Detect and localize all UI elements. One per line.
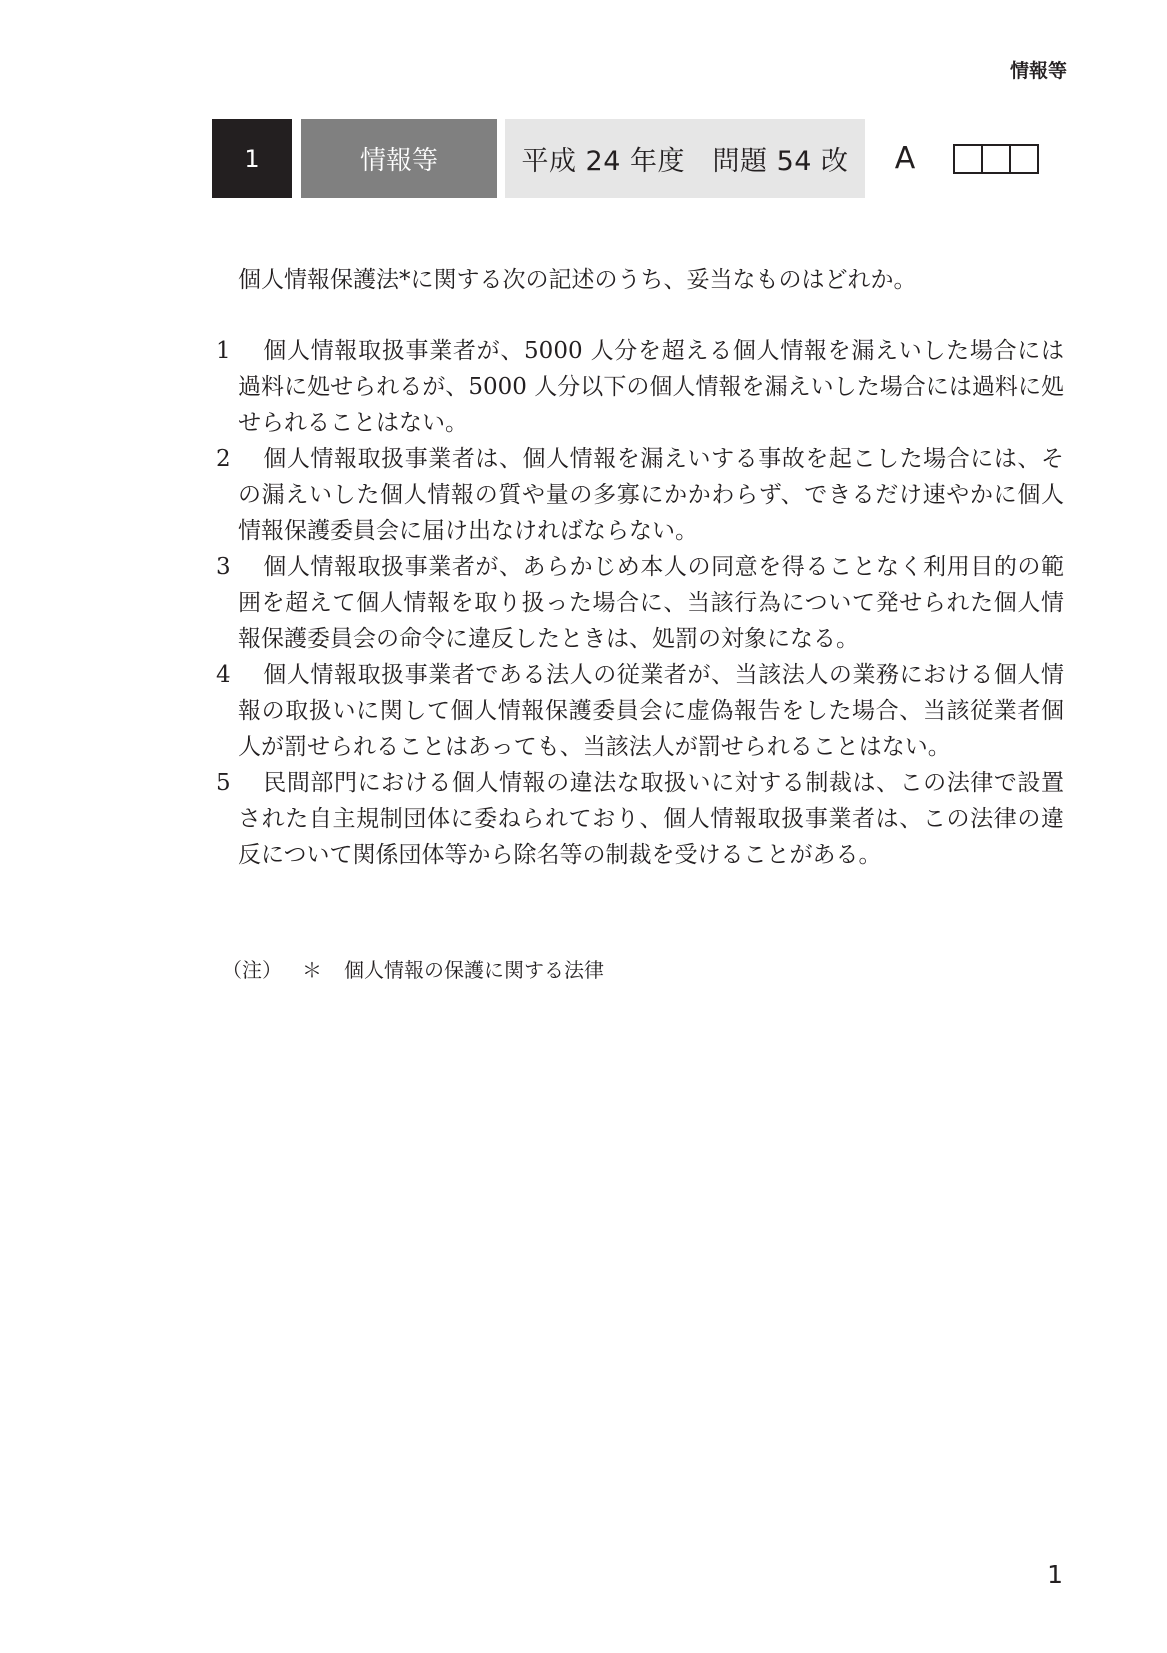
choice-item-4 (216, 657, 1064, 765)
choice-number: 2 (216, 446, 231, 472)
choice-item-1 (216, 333, 1064, 441)
footnote-text: 個人情報の保護に関する法律 (344, 958, 604, 982)
choice-text: 民間部門における個人情報の違法な取扱いに対する制裁は、この法律で設置された自主規制団体に委ねられており、個人情報取扱事業者は、この法律の違反について関係団体等から除名等の制裁を受けることがある。 (238, 770, 1064, 868)
rank-label: A (894, 141, 916, 176)
review-checkbox-3[interactable] (1009, 144, 1039, 174)
choice-number: 5 (216, 770, 231, 796)
choice-item-3 (216, 549, 1064, 657)
review-checkbox-1[interactable] (953, 144, 983, 174)
choice-list (216, 333, 1064, 873)
category-label: 情報等 (301, 119, 497, 198)
question-number: 1 (212, 119, 292, 198)
choice-text: 個人情報取扱事業者は、個人情報を漏えいする事故を起こした場合には、その漏えいした個人情報の質や量の多寡にかかわらず、できるだけ速やかに個人情報保護委員会に届け出なければならない。 (238, 446, 1064, 544)
source-label: 平成 24 年度 問題 54 改 (505, 119, 865, 198)
choice-text: 個人情報取扱事業者である法人の従業者が、当該法人の業務における個人情報の取扱いに関して個人情報保護委員会に虚偽報告をした場合、当該従業者個人が罰せられることはあっても、当該法人が罰せられることはない。 (238, 662, 1065, 760)
question-text: 個人情報保護法*に関する次の記述のうち、妥当なものはどれか。 (238, 267, 917, 293)
choice-item-5 (216, 765, 1064, 873)
footnote (222, 954, 604, 983)
choice-text: 個人情報取扱事業者が、あらかじめ本人の同意を得ることなく利用目的の範囲を超えて個人情報を取り扱った場合に、当該行為について発せられた個人情報保護委員会の命令に違反したときは、処罰の対象になる。 (238, 554, 1064, 652)
choice-text: 個人情報取扱事業者が、5000 人分を超える個人情報を漏えいした場合には過料に処せられるが、5000 人分以下の個人情報を漏えいした場合には過料に処せられることはない。 (238, 338, 1064, 436)
choice-number: 4 (216, 662, 231, 688)
choice-item-2 (216, 441, 1064, 549)
choice-number: 1 (216, 338, 231, 364)
review-checkbox-2[interactable] (981, 144, 1011, 174)
footnote-label: （注） (222, 958, 282, 982)
choice-number: 3 (216, 554, 231, 580)
footnote-asterisk: ＊ (302, 958, 322, 982)
running-head: 情報等 (1009, 60, 1067, 82)
question-header (212, 119, 1037, 198)
review-checkboxes (953, 119, 1037, 198)
page-number: 1 (1047, 1560, 1063, 1589)
